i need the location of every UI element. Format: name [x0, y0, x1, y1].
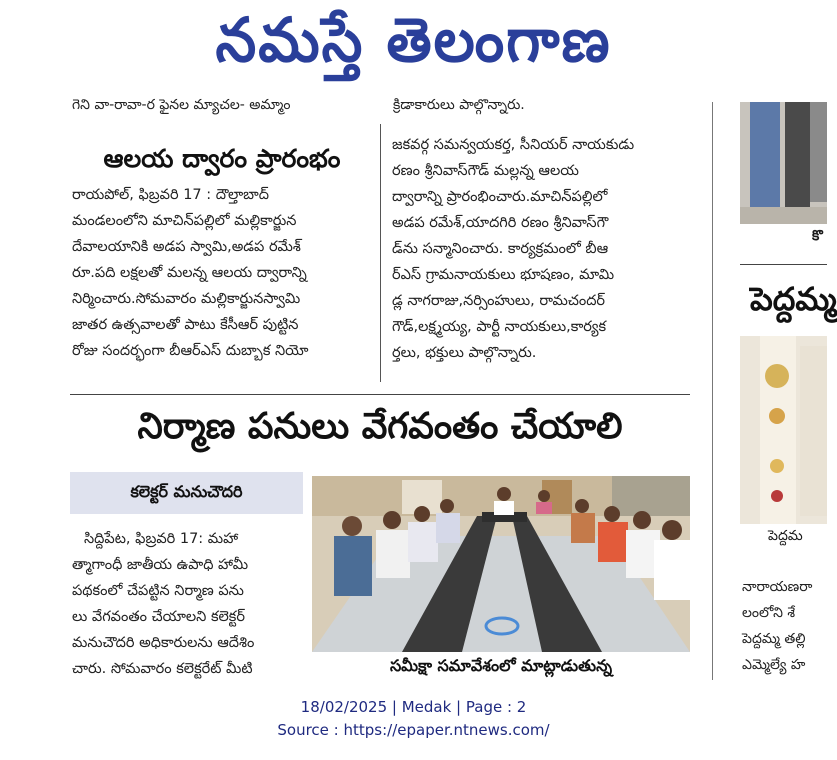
body-line: త్మాగాంధీ జాతీయ ఉపాధి హామీ	[72, 557, 249, 573]
body-line: రూ.పది లక్షలతో మలన్న ఆలయ ద్వారాన్ని	[72, 265, 307, 281]
footer-date-line: 18/02/2025 | Medak | Page : 2	[300, 698, 527, 716]
meeting-photo	[312, 476, 690, 652]
right-column-divider	[712, 102, 713, 680]
right-photo-bottom-illustration	[740, 336, 827, 524]
right-photo-bottom	[740, 336, 827, 524]
body-line: జకవర్గ సమన్వయకర్త, సీనియర్ నాయకుడు	[392, 137, 635, 153]
body-line: డ్‌ను సన్మానించారు. కార్యక్రమంలో బీఆ	[392, 241, 609, 257]
body-line: ద్వారాన్ని ప్రారంభించారు.మాచిన్‌పల్లిలో	[392, 189, 608, 205]
body-line: జాతర ఉత్సవాలతో పాటు కేసీఆర్ పుట్టిన	[72, 317, 299, 333]
body-line: సిద్దిపేట, ఫిబ్రవరి 17: మహా	[84, 531, 239, 547]
photo-caption: సమీక్షా సమావేశంలో మాట్లాడుతున్న	[389, 656, 613, 675]
article1-headline: ఆలయ ద్వారం ప్రారంభం	[103, 144, 341, 173]
body-line: నిర్మించారు.సోమవారం మల్లికార్జునస్వామి	[72, 291, 301, 307]
body-line: అడప రమేశ్,యాదగిరి రణం శ్రీనివాస్‌గౌ	[392, 215, 609, 231]
body-line: రోజు సందర్భంగా బీఆర్‌ఎస్ దుబ్బాక నియో	[72, 343, 309, 359]
body-line: చారు. సోమవారం కలెక్టరేట్ మీటి	[72, 661, 253, 677]
right-photo-top	[740, 102, 827, 224]
body-line: లు వేగవంతం చేయాలని కలెక్టర్	[72, 609, 245, 625]
article2-headline: నిర్మాణ పనులు వేగవంతం చేయాలి	[137, 406, 623, 447]
body-line: దేవాలయానికి అడప స్వామి,అడప రమేశ్	[72, 239, 301, 255]
article1-right-column	[392, 132, 692, 366]
body-line: మండలంలోని మాచిన్‌పల్లిలో మల్లికార్జున	[72, 213, 297, 229]
right-headline: పెద్దమ్మ	[750, 280, 837, 318]
body-line: పెద్దమ్మ తల్లి	[742, 631, 806, 647]
body-line: ర్తలు, భక్తులు పాల్గొన్నారు.	[392, 345, 537, 361]
cut-line-left: గెని వా-రావా-ర ఫైనల మ్యాచల- అమ్మాం	[72, 97, 291, 113]
article2-body	[72, 526, 304, 682]
right-photo-top-caption: కొ	[812, 228, 823, 244]
body-line: ర్‌ఎస్ గ్రామనాయకులు భూషణం, మామి	[392, 267, 615, 283]
meeting-photo-illustration	[312, 476, 690, 652]
body-line: డ్ల నాగరాజు,నర్సింహులు, రామచందర్	[392, 293, 606, 309]
body-line: నారాయణరా	[742, 579, 813, 595]
right-photo-bottom-caption: పెద్దమ	[768, 528, 803, 544]
body-line: లంలోని శే	[742, 605, 796, 621]
subhead-text: కలెక్టర్ మనుచౌదరి	[130, 481, 243, 501]
section-divider	[70, 394, 690, 395]
footer-source-line: Source : https://epaper.ntnews.com/	[277, 721, 550, 739]
body-line: ఎమ్మెల్యే హ	[742, 657, 806, 673]
masthead	[0, 0, 827, 88]
body-line: మనుచౌదరి అధికారులను ఆదేశిం	[72, 635, 255, 651]
newspaper-title: నమస్తే తెలంగాణ	[215, 4, 612, 76]
body-line: గౌడ్,లక్ష్మయ్య, పార్టీ నాయకులు,కార్యక	[392, 319, 607, 335]
right-photo-top-illustration	[740, 102, 827, 224]
body-line: పథకంలో చేపట్టిన నిర్మాణ పను	[72, 583, 244, 599]
body-line: రణం శ్రీనివాస్‌గౌడ్ మల్లన్న ఆలయ	[392, 163, 579, 179]
article2-subhead	[70, 472, 303, 514]
cut-line-right: క్రిడాకారులు పాల్గొన్నారు.	[393, 97, 525, 113]
body-line: రాయపోల్, ఫిబ్రవరి 17 : దౌల్తాబాద్	[72, 187, 269, 203]
article1-left-column	[72, 182, 372, 364]
right-column-body	[742, 574, 827, 678]
column-divider	[380, 124, 381, 382]
newspaper-clipping	[0, 88, 837, 680]
right-divider	[740, 264, 827, 265]
